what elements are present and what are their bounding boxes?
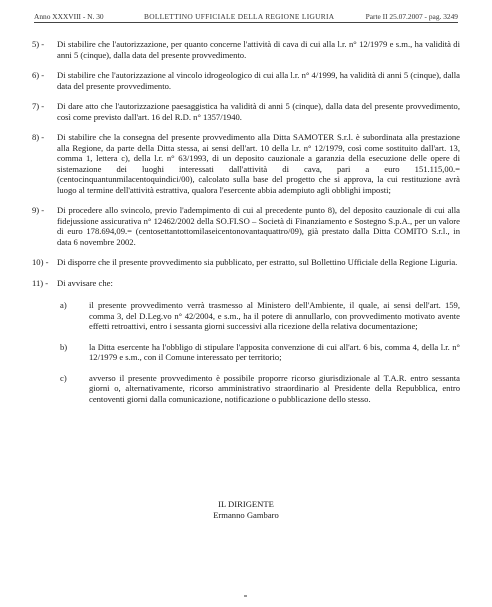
bulletin-title: BOLLETTINO UFFICIALE DELLA REGIONE LIGURIA (144, 12, 335, 21)
sub-item-letter: b) (60, 341, 68, 352)
list-item (32, 257, 460, 268)
item-number: 6) - (32, 70, 45, 80)
signatory-title: IL DIRIGENTE (218, 499, 274, 509)
issue-number: Anno XXXVIII - N. 30 (34, 12, 104, 21)
item-text: Di stabilire che la consegna del presente provvedimento alla Ditta SAMOTER S.r.l. è subordinata alla prestazione alla Regione, da parte della Ditta stessa, ai sensi dell'art. 10 della l.r. n° 12/1979, così come sostituito dall'art. 13, comma 1, lettera c), della l.r. n° 63/1993, di un deposito cauzionale a garanzia della esecuzione delle opere di sistemazione dei luoghi interessati dall'attività di cava, pari a euro 151.115,00.= (centocinquantunmilacentoquindici/00), calcolato sulla base del progetto che si approva, la cui restituzione avrà luogo al termine dell'attività estrattiva, qualora l'esercente abbia adempiuto agli obblighi imposti; (57, 132, 460, 195)
item-number: 5) - (32, 39, 45, 49)
list-item (32, 70, 460, 91)
item-text: Di avvisare che: (57, 277, 113, 288)
item-number: 8) - (32, 132, 45, 142)
item-text: Di stabilire che l'autorizzazione al vincolo idrogeologico di cui alla l.r. n° 4/1999, ha validità di anni 5 (cinque), dalla data del presente provvedimento. (57, 70, 460, 91)
item-number: 11) - (32, 277, 49, 288)
page-reference: Parte II 25.07.2007 - pag. 3249 (365, 12, 458, 21)
sub-item-text: la Ditta esercente ha l'obbligo di stipulare l'apposita convenzione di cui all'art. 6 bis, comma 4, della l.r. n° 12/1979 e s.m., con il Comune interessato per territorio; (89, 341, 460, 362)
item-text: Di procedere allo svincolo, previo l'adempimento di cui al precedente punto 8), del deposito cauzionale di cui alla fidejussione assicurativa n° 12462/2002 della SO.FI.SO – Società di Finanziamento e Sostegno S.p.A., per un valore di euro 178.694,09.= (centosettantottomilaseicentonovantaquattro/09), già prestato dalla Ditta COMITO S.r.l., in data 6 novembre 2002. (57, 205, 460, 247)
item-text: Di stabilire che l'autorizzazione, per quanto concerne l'attività di cava di cui alla l.r. n° 12/1979 e s.m., ha validità di anni 5 (cinque), dalla data del presente provvedimento. (57, 39, 460, 60)
signature-block (32, 499, 460, 520)
list-item (32, 39, 460, 60)
scan-mark (244, 595, 247, 597)
header-rule (34, 22, 458, 23)
sub-item-text: avverso il presente provvedimento è possibile proporre ricorso giurisdizionale al T.A.R. entro sessanta giorni o, alternativamente, ricorso amministrativo straordinario al Presidente della Repubblica, entro centoventi giorni dalla comunicazione, notificazione o pubblicazione dello stesso. (89, 372, 460, 404)
sub-item-letter: c) (60, 372, 67, 383)
sub-item (57, 342, 460, 363)
document-body (32, 39, 460, 414)
list-item (32, 132, 460, 195)
sub-item (57, 300, 460, 332)
list-item (32, 278, 460, 289)
item-number: 7) - (32, 101, 45, 111)
list-item (32, 101, 460, 122)
item-text: Di disporre che il presente provvedimento sia pubblicato, per estratto, sul Bollettino Ufficiale della Regione Liguria. (57, 257, 458, 267)
item-number: 10) - (32, 257, 49, 267)
item-text: Di dare atto che l'autorizzazione paesaggistica ha validità di anni 5 (cinque), dalla data del presente provvedimento, così come previsto dall'art. 16 del R.D. n° 1357/1940. (57, 101, 460, 122)
signatory-name: Ermanno Gambaro (213, 509, 279, 520)
sub-item-text: il presente provvedimento verrà trasmesso al Ministero dell'Ambiente, il quale, ai sensi dell'art. 159, comma 3, del D.Leg.vo n° 42/2004, e s.m., ha il potere di annullarlo, con provvedimento motivato avente effetti retroattivi, entro i sessanta giorni successivi alla ricezione della relativa documentazione; (89, 300, 460, 331)
sub-item-letter: a) (60, 300, 67, 310)
item-number: 9) - (32, 205, 45, 215)
sub-item (57, 373, 460, 405)
list-item (32, 205, 460, 247)
